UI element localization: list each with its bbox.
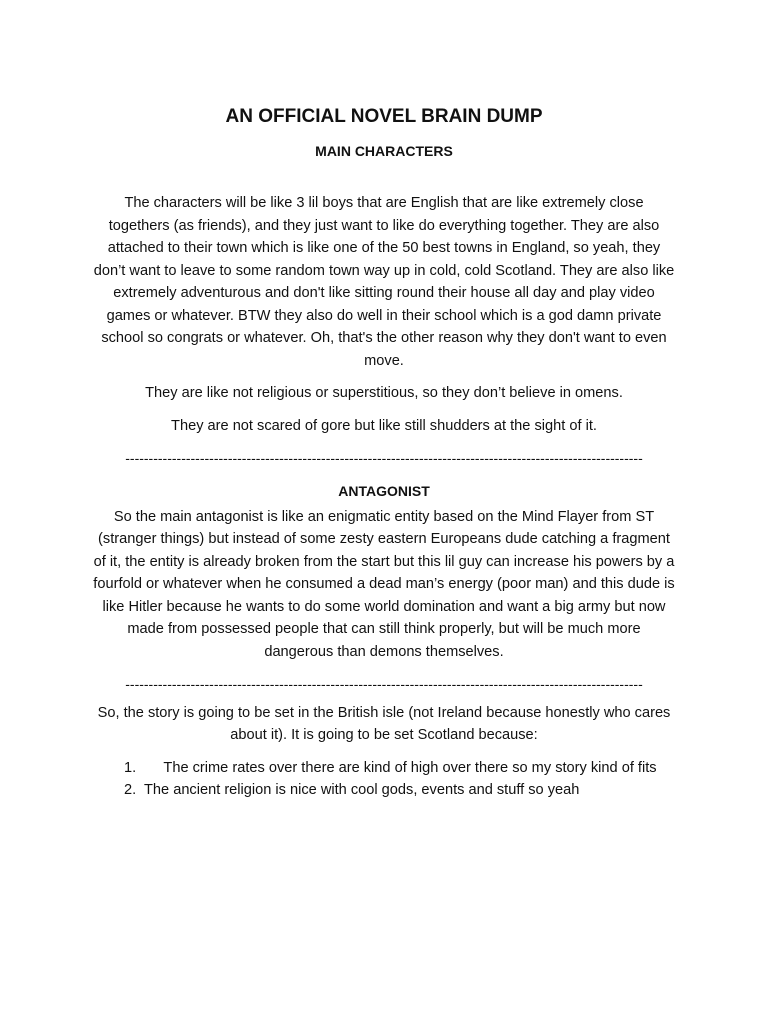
- list-item: [108, 779, 676, 802]
- list-item-number: 1.: [124, 759, 137, 776]
- antagonist-heading: ANTAGONIST: [338, 482, 430, 499]
- setting-reasons-list: [92, 757, 676, 802]
- list-item-text: The ancient religion is nice with cool gods, events and stuff so yeah: [144, 782, 580, 798]
- list-item-number: 2.: [124, 782, 137, 798]
- document-page: [92, 104, 676, 802]
- list-item: [108, 757, 676, 780]
- section-divider: ---------------------------------------------------------------------------------------------------------------: [125, 450, 643, 466]
- religion-paragraph: They are like not religious or superstitious, so they don’t believe in omens.: [145, 385, 623, 401]
- list-item-text: The crime rates over there are kind of high over there so my story kind of fits: [163, 759, 657, 776]
- setting-intro-paragraph: So, the story is going to be set in the British isle (not Ireland because honestly who cares about it). It is going to be set Scotland because:: [97, 704, 671, 743]
- section-divider: ---------------------------------------------------------------------------------------------------------------: [125, 676, 643, 692]
- main-characters-heading: MAIN CHARACTERS: [315, 143, 453, 159]
- gore-paragraph: They are not scared of gore but like still shudders at the sight of it.: [171, 417, 597, 434]
- antagonist-paragraph: So the main antagonist is like an enigmatic entity based on the Mind Flayer from ST (stranger things) but instead of some zesty eastern Europeans dude catching a fragment of it, the entity is already broken from the start but this lil guy can increase his powers by a fourfold or whatever when he consumed a dead man’s energy (poor man) and this dude is like Hitler because he wants to do some world domination and want a big army but now made from possessed people that can still think properly, but will be much more dangerous than demons themselves.: [93, 508, 675, 660]
- main-characters-paragraph: The characters will be like 3 lil boys that are English that are like extremely close togethers (as friends), and they just want to like do everything together. They are also attached to their town which is like one of the 50 best towns in England, so yeah, they don’t want to leave to some random town way up in cold, cold Scotland. They are also like extremely adventurous and don't like sitting round their house all day and play video games or whatever. BTW they also do well in their school which is a god damn private school so congrats or whatever. Oh, that's the other reason why they don't want to even move.: [93, 195, 675, 369]
- document-title: AN OFFICIAL NOVEL BRAIN DUMP: [225, 106, 543, 127]
